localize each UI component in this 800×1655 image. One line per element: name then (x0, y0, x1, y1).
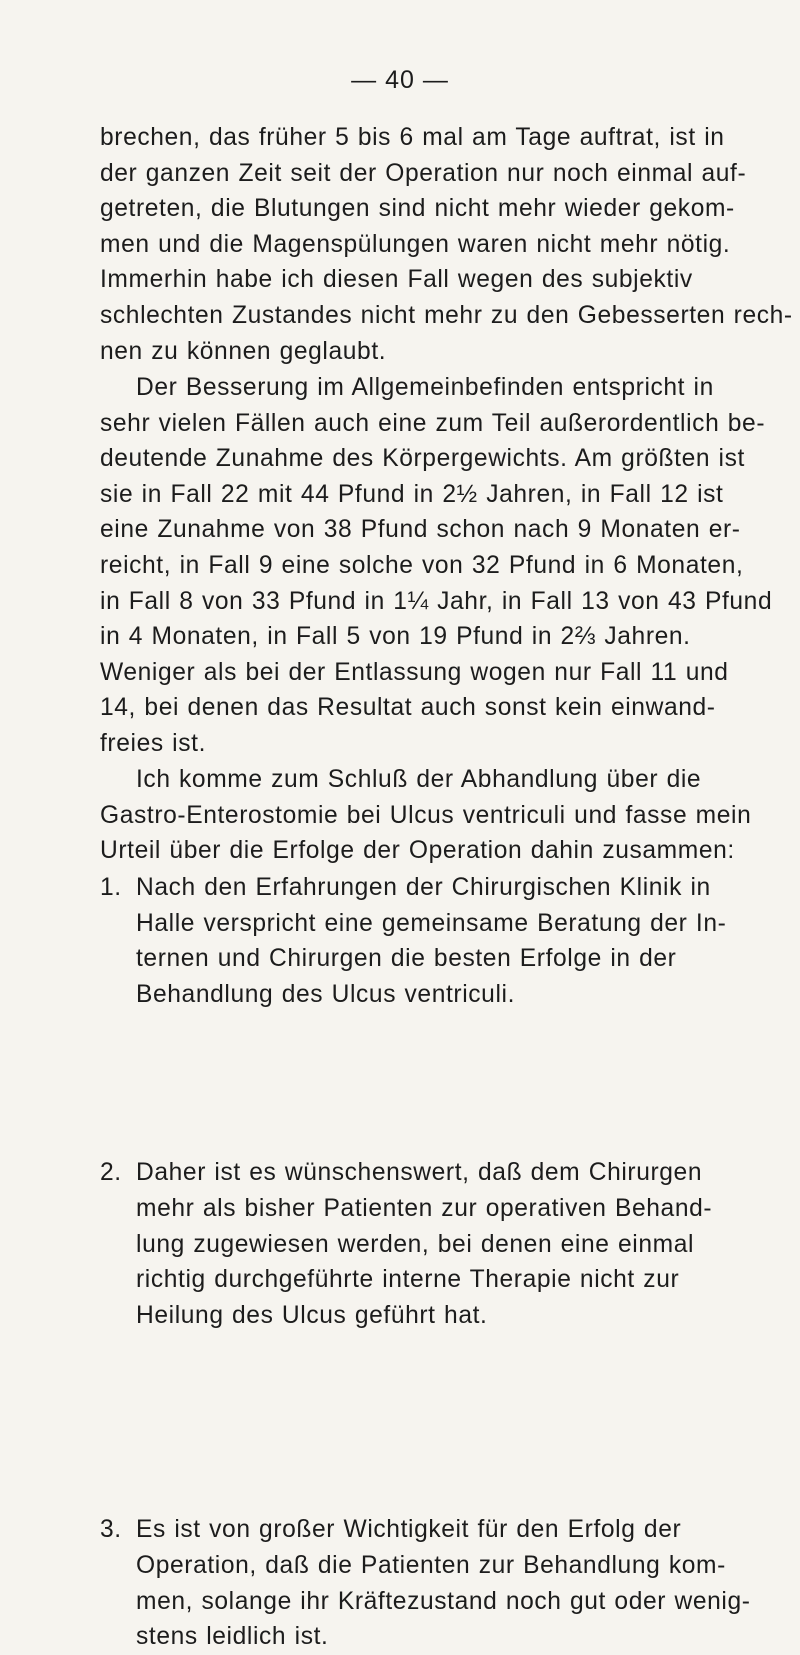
text-line: Immerhin habe ich diesen Fall wegen des subjektiv (100, 266, 693, 294)
text-line: Ich komme zum Schluß der Abhandlung über die (136, 766, 702, 793)
text-line: Halle verspricht eine gemeinsame Beratung der In- (136, 909, 727, 937)
list-number: 3. (100, 1516, 122, 1544)
text-line: reicht, in Fall 9 eine solche von 32 Pfund in 6 Monaten, (100, 551, 744, 579)
list-number: 1. (100, 874, 122, 901)
text-line: in Fall 8 von 33 Pfund in 1¼ Jahr, in Fall 13 von 43 Pfund (100, 587, 773, 615)
text-line: nen zu können geglaubt. (100, 337, 387, 365)
text-line: mehr als bisher Patienten zur operativen Behand- (136, 1194, 713, 1222)
text-line: Weniger als bei der Entlassung wogen nur Fall 11 und (100, 658, 729, 686)
paragraph-1 (100, 120, 793, 369)
text-line: lung zugewiesen werden, bei denen eine einmal (136, 1230, 695, 1258)
text-line: Heilung des Ulcus geführt hat. (136, 1301, 488, 1329)
text-line: stens leidlich ist. (136, 1623, 329, 1651)
text-line: eine Zunahme von 38 Pfund schon nach 9 Monaten er- (100, 516, 741, 544)
text-line: brechen, das früher 5 bis 6 mal am Tage auftrat, ist in (100, 124, 725, 151)
list-item-1 (100, 870, 727, 1012)
text-line: Urteil über die Erfolge der Operation dahin zusammen: (100, 837, 735, 865)
paragraph-2 (100, 370, 773, 762)
list-item-3 (100, 1512, 751, 1654)
text-line: Es ist von großer Wichtigkeit für den Erfolg der (136, 1516, 682, 1544)
text-line: Daher ist es wünschenswert, daß dem Chirurgen (136, 1159, 703, 1187)
text-line: 14, bei denen das Resultat auch sonst kein einwand- (100, 694, 716, 722)
text-line: Nach den Erfahrungen der Chirurgischen Klinik in (136, 874, 711, 901)
text-line: freies ist. (100, 729, 206, 757)
text-line: in 4 Monaten, in Fall 5 von 19 Pfund in 2⅔ Jahren. (100, 623, 691, 651)
text-line: sie in Fall 22 mit 44 Pfund in 2½ Jahren, in Fall 12 ist (100, 480, 724, 508)
text-line: men, solange ihr Kräftezustand noch gut oder wenig- (136, 1587, 751, 1615)
text-line: Behandlung des Ulcus ventriculi. (136, 980, 516, 1008)
text-line: Operation, daß die Patienten zur Behandlung kom- (136, 1551, 726, 1579)
paragraph-3 (100, 762, 752, 869)
text-line: Der Besserung im Allgemeinbefinden entspricht in (136, 374, 714, 401)
page-number: — 40 — (351, 66, 449, 94)
text-line: deutende Zunahme des Körpergewichts. Am größten ist (100, 445, 745, 473)
text-line: der ganzen Zeit seit der Operation nur noch einmal auf- (100, 159, 747, 187)
text-line: men und die Magenspülungen waren nicht mehr nötig. (100, 230, 731, 258)
text-line: schlechten Zustandes nicht mehr zu den Gebesserten rech- (100, 301, 793, 329)
list-item-2 (100, 1155, 713, 1333)
text-line: Gastro-Enterostomie bei Ulcus ventriculi und fasse mein (100, 801, 752, 829)
text-line: getreten, die Blutungen sind nicht mehr wieder gekom- (100, 195, 735, 223)
text-line: ternen und Chirurgen die besten Erfolge in der (136, 945, 677, 973)
list-number: 2. (100, 1159, 122, 1187)
text-line: sehr vielen Fällen auch eine zum Teil außerordentlich be- (100, 409, 766, 437)
text-line: richtig durchgeführte interne Therapie nicht zur (136, 1266, 680, 1294)
